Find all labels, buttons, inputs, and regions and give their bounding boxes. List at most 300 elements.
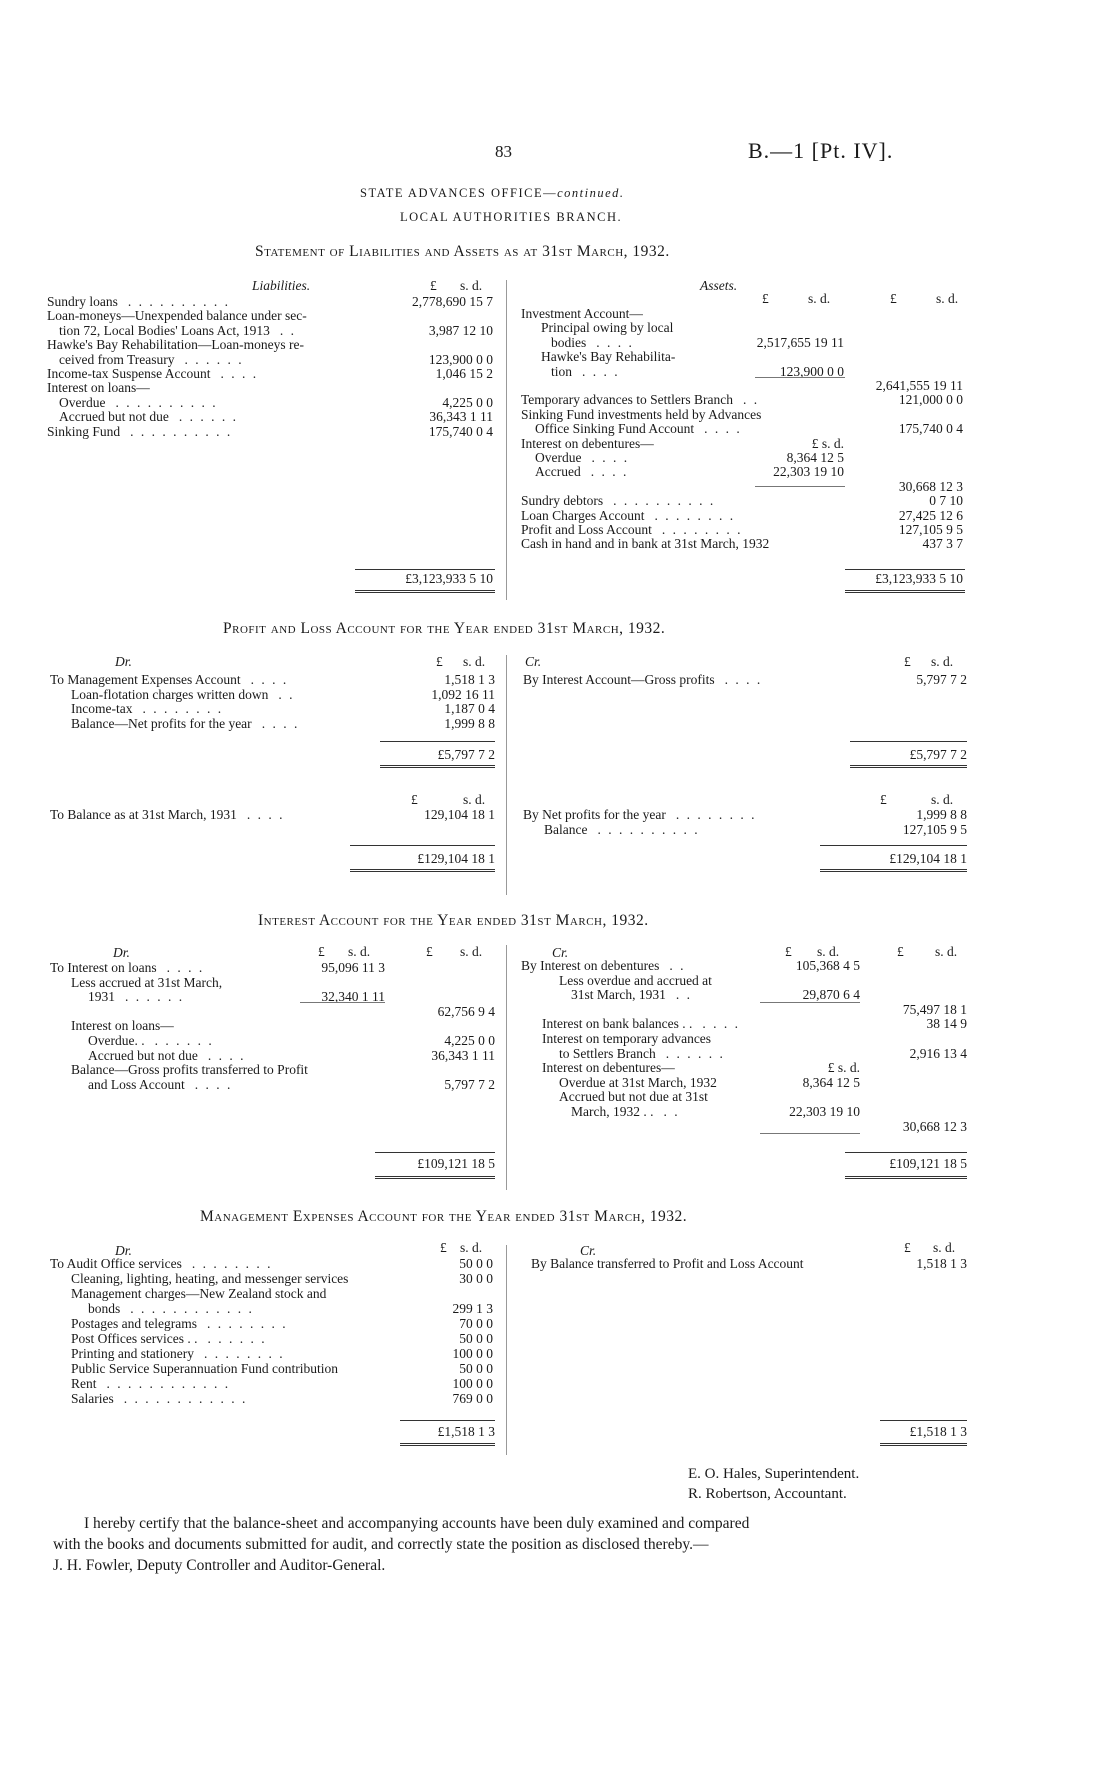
row-label: Temporary advances to Settlers Branch bbox=[521, 392, 733, 408]
amount: 437 3 7 bbox=[922, 536, 963, 552]
liability-row bbox=[47, 380, 150, 395]
row-label: Office Sinking Fund Account bbox=[535, 421, 695, 437]
asset-row bbox=[521, 392, 759, 407]
asset-row bbox=[521, 407, 761, 422]
row-label: Income-tax bbox=[71, 701, 133, 716]
leader-dots: . . . . bbox=[596, 334, 634, 350]
currency-heading: £ bbox=[762, 291, 769, 306]
leader-dots: . . . . . . . . bbox=[142, 701, 224, 716]
office-heading: STATE ADVANCES OFFICE—continued. bbox=[360, 186, 625, 200]
sd-heading: s. d. bbox=[931, 654, 954, 669]
currency-heading: £ bbox=[318, 944, 325, 959]
dr-label: Dr. bbox=[115, 1243, 132, 1258]
debit-total: £129,104 18 1 bbox=[417, 851, 495, 866]
rule bbox=[380, 765, 495, 768]
row-label: By Interest Account—Gross profits bbox=[523, 672, 715, 687]
debit-row bbox=[71, 1286, 326, 1301]
rule bbox=[820, 869, 967, 872]
amount: 27,425 12 6 bbox=[898, 507, 963, 523]
sub-amount: 95,096 11 3 bbox=[321, 960, 385, 975]
sd-heading: s. d. bbox=[463, 654, 486, 669]
amount: 1,999 8 8 bbox=[444, 715, 495, 731]
assets-total: £3,123,933 5 10 bbox=[875, 571, 963, 586]
leader-dots: . . . . . . bbox=[178, 409, 238, 425]
debit-row bbox=[71, 1346, 285, 1361]
credit-row bbox=[542, 1031, 711, 1046]
amount: 30 0 0 bbox=[459, 1271, 493, 1286]
row-label: Accrued bbox=[535, 464, 581, 480]
amount: 50 0 0 bbox=[459, 1331, 493, 1346]
amount: 3,987 12 10 bbox=[428, 322, 493, 338]
debit-row bbox=[71, 1062, 308, 1077]
leader-dots: . . . . . . bbox=[125, 989, 185, 1005]
liability-row bbox=[47, 424, 232, 439]
asset-row bbox=[541, 320, 673, 335]
sd-heading: s. d. bbox=[463, 792, 486, 807]
debit-row bbox=[71, 701, 223, 716]
rule bbox=[880, 1443, 967, 1446]
profit-loss-title: Profit and Loss Account for the Year ended 31st March, 1932. bbox=[223, 620, 666, 637]
amount: 5,797 7 2 bbox=[916, 672, 967, 687]
amount: 1,518 1 3 bbox=[916, 1256, 967, 1271]
row-label: Less overdue and accrued at bbox=[559, 972, 712, 988]
currency-heading: £ bbox=[890, 291, 897, 306]
leader-dots: . . . . . . bbox=[665, 1045, 725, 1061]
debit-row bbox=[50, 807, 285, 822]
sub-amount: 29,870 6 4 bbox=[802, 987, 860, 1003]
debit-row bbox=[71, 1376, 230, 1391]
leader-dots: . . . . . . . . . . bbox=[597, 822, 700, 837]
leader-dots: . . . . . . . . . . bbox=[127, 294, 230, 309]
asset-row bbox=[535, 421, 742, 436]
leader-dots: . . . . bbox=[250, 672, 289, 687]
rule bbox=[400, 1420, 495, 1421]
asset-row bbox=[521, 522, 743, 537]
sub-amount: 105,368 4 5 bbox=[795, 958, 860, 973]
row-label: By Interest on debentures bbox=[521, 958, 660, 973]
row-label: Accrued but not due at 31st bbox=[559, 1089, 708, 1105]
amount: 100 0 0 bbox=[452, 1376, 493, 1391]
liability-row bbox=[47, 337, 304, 352]
leader-dots: . . . . . . . . bbox=[206, 1316, 288, 1331]
amount: 30,668 12 3 bbox=[902, 1118, 967, 1134]
amount: 1,518 1 3 bbox=[444, 672, 495, 687]
debit-row bbox=[71, 1018, 174, 1033]
sd-heading: s. d. bbox=[935, 944, 958, 959]
row-label: Cash in hand and in bank at 31st March, 1932 bbox=[521, 536, 770, 552]
sub-amount: 2,517,655 19 11 bbox=[756, 334, 844, 350]
row-label: Hawke's Bay Rehabilita- bbox=[541, 349, 676, 365]
row-label: Loan-moneys—Unexpended balance under sec- bbox=[47, 308, 307, 324]
debit-row bbox=[71, 975, 222, 990]
leader-dots: . . . . . . . . bbox=[203, 1346, 285, 1361]
sub-amount: 8,364 12 5 bbox=[802, 1074, 860, 1090]
currency-heading: £ bbox=[426, 944, 433, 959]
leader-dots: . . . . . . . . bbox=[661, 522, 743, 537]
dr-label: Dr. bbox=[115, 654, 132, 669]
leader-dots: . . . . bbox=[166, 960, 205, 975]
asset-row bbox=[521, 306, 643, 321]
amount: 4,225 0 0 bbox=[444, 1033, 495, 1048]
leader-dots: . . bbox=[663, 1104, 680, 1119]
amount: 70 0 0 bbox=[459, 1316, 493, 1331]
leader-dots: . . . . . . . . . . bbox=[613, 493, 716, 509]
rule bbox=[760, 1002, 860, 1003]
amount: 121,000 0 0 bbox=[898, 392, 963, 408]
credit-total: £129,104 18 1 bbox=[889, 851, 967, 866]
credit-row bbox=[571, 1104, 680, 1119]
leader-dots: . . . . . . . . . . bbox=[130, 423, 233, 439]
row-label: Overdue at 31st March, 1932 bbox=[559, 1074, 717, 1090]
row-label: Sinking Fund bbox=[47, 423, 121, 439]
leader-dots: . . . . . . bbox=[207, 1331, 267, 1346]
branch-heading: LOCAL AUTHORITIES BRANCH. bbox=[400, 210, 623, 224]
rule bbox=[850, 741, 967, 742]
leader-dots: . . . . bbox=[591, 450, 630, 465]
balance-sheet-title: Statement of Liabilities and Assets as at 31st March, 1932. bbox=[255, 243, 670, 260]
currency-heading: £ bbox=[430, 278, 437, 293]
row-label: Interest on temporary advances bbox=[542, 1031, 712, 1046]
asset-row bbox=[535, 464, 628, 479]
column-divider bbox=[506, 280, 507, 600]
credit-row bbox=[531, 1256, 804, 1271]
row-label: Overdue bbox=[59, 394, 106, 410]
row-label: Cleaning, lighting, heating, and messenger services bbox=[71, 1271, 349, 1286]
liability-row bbox=[59, 395, 218, 410]
sd-heading: s. d. bbox=[936, 291, 959, 306]
rule bbox=[355, 569, 495, 570]
currency-heading: £ bbox=[880, 792, 887, 807]
sub-amount: 22,303 19 10 bbox=[789, 1104, 860, 1119]
row-label: Sundry loans bbox=[47, 294, 118, 309]
amount: 75,497 18 1 bbox=[902, 1001, 967, 1017]
amount: 2,778,690 15 7 bbox=[412, 294, 493, 309]
leader-dots: . . . . . . . . bbox=[675, 807, 757, 822]
amount: 5,797 7 2 bbox=[444, 1076, 495, 1092]
amount: 175,740 0 4 bbox=[428, 423, 493, 439]
row-label: Interest on bank balances . . bbox=[542, 1016, 693, 1032]
amount: 4,225 0 0 bbox=[442, 394, 493, 410]
amount: 50 0 0 bbox=[459, 1361, 493, 1376]
credit-row bbox=[559, 1075, 717, 1090]
row-label: Less accrued at 31st March, bbox=[71, 974, 223, 990]
liability-row bbox=[59, 352, 244, 367]
signature-superintendent: E. O. Hales, Superintendent. bbox=[688, 1466, 860, 1482]
cr-label: Cr. bbox=[552, 945, 569, 960]
amount: 50 0 0 bbox=[459, 1256, 493, 1271]
asset-row bbox=[521, 493, 715, 508]
interest-title: Interest Account for the Year ended 31st March, 1932. bbox=[258, 912, 649, 929]
cr-label: Cr. bbox=[580, 1243, 597, 1258]
credit-row bbox=[523, 807, 756, 822]
amount: 2,916 13 4 bbox=[909, 1045, 967, 1061]
row-label: Sinking Fund investments held by Advances bbox=[521, 406, 762, 422]
leader-dots: . . . . . . bbox=[184, 351, 244, 367]
leader-dots: . . . . bbox=[207, 1047, 246, 1063]
rule bbox=[355, 590, 495, 593]
debit-row bbox=[88, 989, 184, 1004]
sub-amount: 22,303 19 10 bbox=[773, 464, 844, 480]
currency-heading: £ bbox=[897, 944, 904, 959]
debit-row bbox=[71, 1331, 267, 1346]
debit-row bbox=[71, 716, 299, 731]
leader-dots: . . . . . . . . . . . . bbox=[106, 1376, 231, 1391]
credit-row bbox=[544, 822, 700, 837]
debit-row bbox=[71, 1316, 288, 1331]
leader-dots: . . . . . . bbox=[154, 1033, 214, 1048]
row-label: Accrued but not due bbox=[59, 409, 169, 425]
row-label: Interest on loans— bbox=[71, 1018, 174, 1034]
amount: 36,343 1 11 bbox=[431, 1047, 495, 1063]
sd-heading: s. d. bbox=[931, 792, 954, 807]
audit-certificate-line-2: with the books and documents submitted for audit, and correctly state the position as disclosed thereby.— bbox=[53, 1536, 709, 1553]
rule bbox=[400, 1443, 495, 1446]
row-label: Balance bbox=[544, 822, 588, 837]
amount: 100 0 0 bbox=[452, 1346, 493, 1361]
debit-row bbox=[88, 1033, 214, 1048]
amount: 127,105 9 5 bbox=[902, 822, 967, 837]
amount: 38 14 9 bbox=[926, 1016, 967, 1032]
liabilities-heading: Liabilities. bbox=[252, 278, 311, 293]
debit-row bbox=[50, 672, 288, 687]
credit-total: £1,518 1 3 bbox=[909, 1424, 967, 1439]
column-divider bbox=[506, 945, 507, 1190]
row-label: Balance—Gross profits transferred to Profit bbox=[71, 1062, 308, 1078]
leader-dots: . . . . bbox=[582, 363, 620, 379]
row-label: Income-tax Suspense Account bbox=[47, 366, 211, 381]
currency-heading: £ bbox=[440, 1240, 447, 1255]
debit-row bbox=[71, 1361, 338, 1376]
amount: 1,999 8 8 bbox=[916, 807, 967, 822]
row-label: ceived from Treasury bbox=[59, 351, 175, 367]
asset-row bbox=[521, 508, 735, 523]
row-label: Loan-flotation charges written down bbox=[71, 686, 269, 702]
row-label: Loan Charges Account bbox=[521, 507, 645, 523]
row-label: By Net profits for the year bbox=[523, 807, 666, 822]
management-title: Management Expenses Account for the Year ended 31st March, 1932. bbox=[200, 1208, 688, 1225]
amount: 769 0 0 bbox=[452, 1391, 493, 1406]
sub-amount: 32,340 1 11 bbox=[321, 989, 385, 1005]
sd-heading: s. d. bbox=[460, 944, 483, 959]
debit-row bbox=[88, 1048, 245, 1063]
row-label: Interest on debentures— bbox=[542, 1060, 675, 1076]
row-label: Post Offices services . . bbox=[71, 1331, 198, 1346]
credit-row bbox=[521, 958, 685, 973]
amount: 123,900 0 0 bbox=[428, 351, 493, 367]
leader-dots: . . . . . . . . bbox=[654, 507, 736, 523]
row-label: Overdue. . bbox=[88, 1033, 145, 1048]
sub-amount: £ s. d. bbox=[827, 1060, 860, 1076]
debit-row bbox=[50, 960, 204, 975]
column-divider bbox=[506, 1245, 507, 1455]
row-label: To Audit Office services bbox=[50, 1256, 182, 1271]
asset-row bbox=[535, 450, 629, 465]
currency-heading: £ bbox=[436, 654, 443, 669]
sd-heading: s. d. bbox=[460, 278, 483, 293]
liability-row bbox=[47, 366, 258, 381]
row-label: To Balance as at 31st March, 1931 bbox=[50, 807, 237, 822]
credit-row bbox=[559, 973, 712, 988]
row-label: Salaries bbox=[71, 1391, 114, 1406]
sd-heading: s. d. bbox=[460, 1240, 483, 1255]
credit-total: £109,121 18 5 bbox=[889, 1156, 967, 1171]
leader-dots: . . . . bbox=[702, 1016, 740, 1032]
leader-dots: . . . . bbox=[590, 464, 629, 480]
leader-dots: . . . . bbox=[704, 421, 742, 437]
credit-row bbox=[559, 1046, 725, 1061]
credit-row bbox=[542, 1016, 740, 1031]
sd-heading: s. d. bbox=[808, 291, 831, 306]
currency-heading: £ bbox=[785, 944, 792, 959]
amount: 299 1 3 bbox=[452, 1301, 493, 1316]
rule bbox=[755, 377, 845, 378]
debit-row bbox=[71, 1391, 247, 1406]
asset-row bbox=[521, 536, 769, 551]
amount: 62,756 9 4 bbox=[437, 1003, 495, 1019]
debit-row bbox=[88, 1301, 254, 1316]
page-number: 83 bbox=[495, 142, 512, 161]
rule bbox=[755, 486, 845, 487]
row-label: Overdue bbox=[535, 450, 582, 465]
amount: 1,046 15 2 bbox=[435, 366, 493, 381]
rule bbox=[845, 1152, 967, 1153]
debit-row bbox=[88, 1077, 232, 1092]
debit-total: £109,121 18 5 bbox=[417, 1156, 495, 1171]
credit-total: £5,797 7 2 bbox=[909, 747, 967, 762]
rule bbox=[380, 741, 495, 742]
rule bbox=[300, 1002, 385, 1003]
row-label: tion 72, Local Bodies' Loans Act, 1913 bbox=[59, 322, 270, 338]
audit-certificate-signature: J. H. Fowler, Deputy Controller and Auditor-General. bbox=[53, 1557, 386, 1574]
row-label: Accrued but not due bbox=[88, 1047, 198, 1063]
credit-row bbox=[542, 1060, 675, 1075]
leader-dots: . . bbox=[669, 958, 686, 973]
amount: 2,641,555 19 11 bbox=[875, 378, 963, 393]
amount: 127,105 9 5 bbox=[898, 522, 963, 537]
debit-total: £1,518 1 3 bbox=[437, 1424, 495, 1439]
sub-amount: 8,364 12 5 bbox=[786, 450, 844, 465]
rule bbox=[820, 845, 967, 846]
amount: 129,104 18 1 bbox=[424, 807, 495, 822]
amount: 1,092 16 11 bbox=[431, 686, 495, 702]
liability-row bbox=[47, 308, 307, 323]
row-label: bodies bbox=[551, 334, 587, 350]
rule bbox=[760, 1133, 860, 1134]
leader-dots: . . . . . . . . . . bbox=[115, 394, 218, 410]
row-label: Principal owing by local bbox=[541, 320, 674, 336]
row-label: Interest on debentures— bbox=[521, 435, 654, 451]
audit-certificate-line-1: I hereby certify that the balance-sheet and accompanying accounts have been duly examined and compared bbox=[84, 1515, 750, 1532]
debit-total: £5,797 7 2 bbox=[437, 747, 495, 762]
asset-row bbox=[551, 364, 620, 379]
leader-dots: . . . . . . . . . . . . bbox=[123, 1391, 248, 1406]
currency-heading: £ bbox=[904, 654, 911, 669]
rule bbox=[845, 590, 965, 593]
amount: 175,740 0 4 bbox=[898, 421, 963, 437]
amount: 1,187 0 4 bbox=[444, 701, 495, 716]
row-label: bonds bbox=[88, 1301, 121, 1316]
row-label: Management charges—New Zealand stock and bbox=[71, 1286, 327, 1301]
credit-row bbox=[559, 1089, 708, 1104]
rule bbox=[880, 1420, 967, 1421]
row-label: Public Service Superannuation Fund contribution bbox=[71, 1361, 338, 1376]
row-label: To Interest on loans bbox=[50, 960, 157, 975]
row-label: and Loss Account bbox=[88, 1076, 185, 1092]
leader-dots: . . . . bbox=[246, 807, 285, 822]
row-label: Sundry debtors bbox=[521, 493, 604, 509]
currency-heading: £ bbox=[904, 1240, 911, 1255]
sub-amount: 123,900 0 0 bbox=[779, 363, 844, 379]
amount: 36,343 1 11 bbox=[429, 409, 493, 425]
row-label: 31st March, 1931 bbox=[571, 987, 666, 1003]
sub-amount: £ s. d. bbox=[811, 435, 844, 451]
row-label: Hawke's Bay Rehabilitation—Loan-moneys re- bbox=[47, 337, 304, 353]
leader-dots: . . bbox=[742, 392, 760, 408]
leader-dots: . . . . bbox=[194, 1076, 233, 1092]
row-label: Investment Account— bbox=[521, 306, 643, 321]
row-label: 1931 bbox=[88, 989, 115, 1005]
row-label: Balance—Net profits for the year bbox=[71, 715, 252, 731]
liability-row bbox=[59, 323, 296, 338]
rule bbox=[375, 1152, 495, 1153]
currency-heading: £ bbox=[411, 792, 418, 807]
asset-row bbox=[551, 335, 634, 350]
signature-accountant: R. Robertson, Accountant. bbox=[688, 1486, 847, 1502]
sd-heading: s. d. bbox=[348, 944, 371, 959]
leader-dots: . . . . bbox=[261, 715, 300, 731]
leader-dots: . . . . . . . . bbox=[191, 1256, 273, 1271]
debit-row bbox=[71, 1271, 348, 1286]
sd-heading: s. d. bbox=[817, 944, 840, 959]
rule bbox=[350, 845, 495, 846]
assets-heading: Assets. bbox=[700, 278, 738, 293]
document-reference: B.—1 [Pt. IV]. bbox=[748, 138, 894, 163]
rule bbox=[845, 1176, 967, 1179]
amount: 30,668 12 3 bbox=[898, 478, 963, 494]
leader-dots: . . bbox=[278, 686, 295, 702]
leader-dots: . . bbox=[279, 322, 297, 338]
liabilities-total: £3,123,933 5 10 bbox=[405, 571, 493, 586]
row-label: to Settlers Branch bbox=[559, 1045, 656, 1061]
dr-label: Dr. bbox=[113, 945, 130, 960]
row-label: Profit and Loss Account bbox=[521, 522, 652, 537]
rule bbox=[850, 765, 967, 768]
asset-row bbox=[521, 436, 654, 451]
leader-dots: . . . . bbox=[220, 366, 259, 381]
cr-label: Cr. bbox=[525, 654, 542, 669]
sd-heading: s. d. bbox=[933, 1240, 956, 1255]
liability-row bbox=[47, 294, 230, 309]
leader-dots: . . bbox=[675, 987, 692, 1003]
rule bbox=[350, 869, 495, 872]
credit-row bbox=[523, 672, 762, 687]
debit-row bbox=[50, 1256, 273, 1271]
leader-dots: . . . . bbox=[724, 672, 763, 687]
asset-row bbox=[541, 349, 675, 364]
liability-row bbox=[59, 409, 238, 424]
row-label: By Balance transferred to Profit and Loss Account bbox=[531, 1256, 804, 1271]
row-label: Printing and stationery bbox=[71, 1346, 194, 1361]
row-label: Postages and telegrams bbox=[71, 1316, 197, 1331]
column-divider bbox=[506, 655, 507, 895]
row-label: Rent bbox=[71, 1376, 97, 1391]
row-label: To Management Expenses Account bbox=[50, 672, 241, 687]
leader-dots: . . . . . . . . . . . . bbox=[130, 1301, 254, 1316]
debit-row bbox=[71, 687, 294, 702]
rule bbox=[845, 569, 965, 570]
row-label: March, 1932 . . bbox=[571, 1104, 654, 1119]
row-label: tion bbox=[551, 363, 573, 379]
